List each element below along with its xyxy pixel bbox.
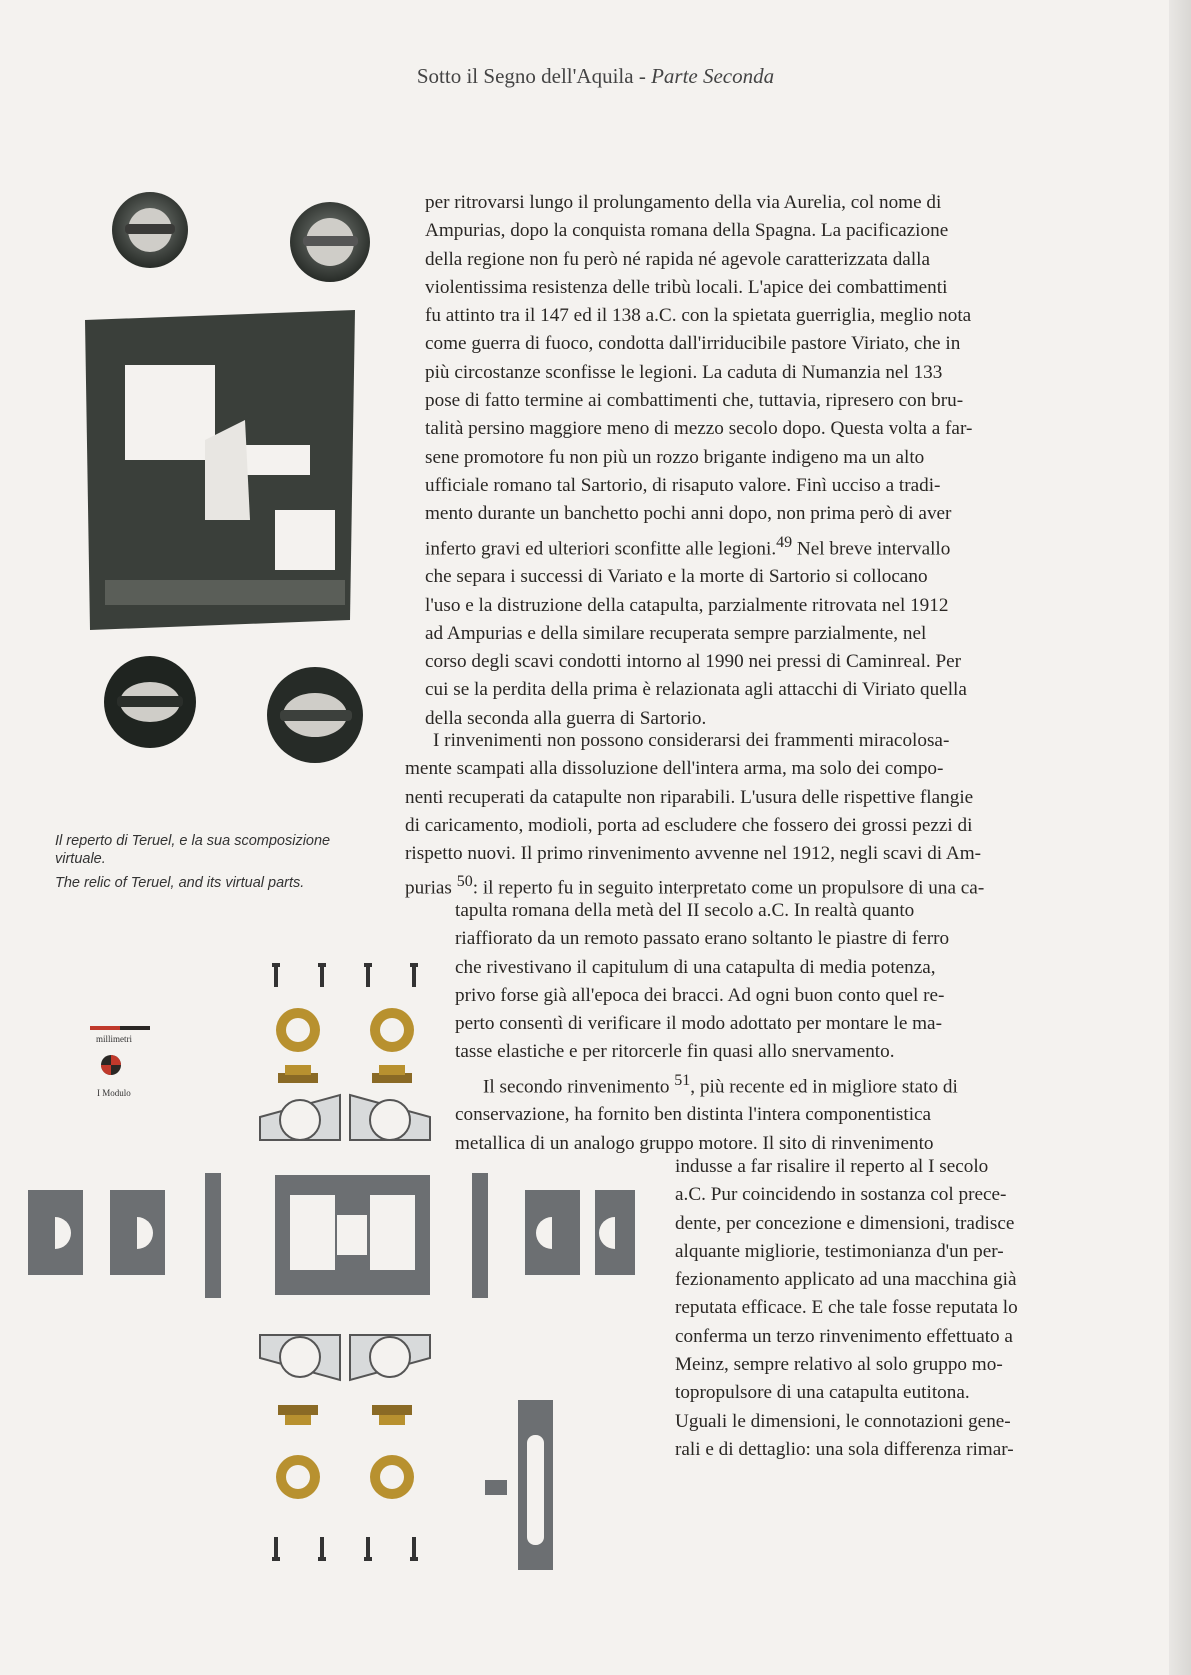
caption-italian: Il reperto di Teruel, e la sua scomposizione virtuale. (55, 833, 331, 868)
detached-plate (485, 1400, 553, 1570)
header-part: Parte Seconda (651, 64, 775, 88)
page-edge-shadow (1169, 0, 1191, 1675)
text-fragment: Nel breve intervallo (796, 537, 951, 559)
header-separator: - (638, 64, 646, 88)
text-line: talità persino maggiore meno di mezzo secolo dopo. Questa volta a far- (425, 418, 973, 440)
bottom-right-modiolus (267, 667, 363, 763)
text-line: topropulsore di una catapulta eutitona. (675, 1382, 970, 1404)
text-line: che rivestivano il capitulum di una catapulta di media potenza, (455, 956, 936, 978)
text-line: della seconda alla guerra di Sartorio. (425, 707, 707, 729)
body-text-block-4 (675, 1153, 1075, 1464)
text-line: per ritrovarsi lungo il prolungamento della via Aurelia, col nome di (425, 192, 942, 213)
footnote-ref-49: 49 (776, 533, 793, 551)
text-line: violentissima resistenza delle tribù locali. L'apice dei combattimenti (425, 276, 948, 298)
bottom-flanges (260, 1335, 430, 1380)
running-header (0, 64, 1191, 89)
bottom-left-modiolus (104, 656, 196, 748)
caption-english: The relic of Teruel, and its virtual parts. (55, 875, 305, 892)
top-flanges (260, 1095, 430, 1140)
text-line: tasse elastiche e per ritorcerle fin quasi allo snervamento. (455, 1041, 895, 1063)
text-line: fu attinto tra il 147 ed il 138 a.C. con la spietata guerriglia, meglio nota (425, 305, 972, 327)
body-text-block-3 (455, 897, 1075, 1158)
text-line: Uguali le dimensioni, le connotazioni gene- (675, 1410, 1011, 1432)
text-fragment: : il reperto fu in seguito interpretato come un propulsore di una ca- (472, 877, 985, 899)
text-line: nenti recuperati da catapulte non riparabili. L'usura delle rispettive flangie (405, 786, 974, 808)
text-line: come guerra di fuoco, condotta dall'irriducibile pastore Viriato, che in (425, 333, 961, 355)
text-line: che separa i successi di Variato e la morte di Sartorio si collocano (425, 566, 928, 588)
text-fragment: , più recente ed in migliore stato di (690, 1076, 958, 1098)
top-right-modiolus (290, 202, 370, 282)
top-bolts (272, 963, 418, 987)
text-line: ufficiale romano tal Sartorio, di risaputo valore. Finì ucciso a tradi- (425, 474, 941, 496)
text-fragment: inferto gravi ed ulteriori sconfitte alle legioni. (425, 537, 777, 559)
text-line (455, 1067, 1075, 1102)
top-left-modiolus (112, 192, 188, 268)
text-line: mente scampati alla dissoluzione dell'intera arma, ma solo dei compo- (405, 758, 944, 780)
text-line: Ampurias, dopo la conquista romana della Spagna. La pacificazione (425, 220, 949, 242)
text-line: fezionamento applicato ad una macchina già (675, 1269, 1017, 1291)
capitulum-frame (85, 310, 355, 630)
text-line: conservazione, ha fornito ben distinta l'intera componentistica (455, 1104, 932, 1126)
text-line: a.C. Pur coincidendo in sostanza col prece- (675, 1184, 1007, 1206)
text-line: l'uso e la distruzione della catapulta, parzialmente ritrovata nel 1912 (425, 594, 949, 616)
text-line: perto consentì di verificare il modo adottato per montare le ma- (455, 1013, 942, 1035)
text-line: mento durante un banchetto pochi anni dopo, non prima però di aver (425, 503, 952, 525)
side-plates-left (28, 1190, 165, 1275)
text-line: pose di fatto termine ai combattimenti che, tuttavia, ripresero con bru- (425, 390, 964, 412)
text-line: tapulta romana della metà del II secolo a.C. In realtà quanto (455, 900, 915, 921)
text-line: I rinvenimenti non possono considerarsi dei frammenti miracolosa- (433, 730, 950, 751)
text-line: metallica di un analogo gruppo motore. Il sito di rinvenimento (455, 1132, 934, 1154)
text-line: ad Ampurias e della similare recuperata sempre parzialmente, nel (425, 622, 927, 644)
text-line: sene promotore fu non più un rozzo brigante indigeno ma un alto (425, 446, 925, 468)
text-line (425, 529, 1075, 564)
bottom-bushings (278, 1405, 412, 1425)
text-line: Meinz, sempre relativo al solo gruppo mo- (675, 1354, 1003, 1376)
text-line: indusse a far risalire il reperto al I secolo (675, 1156, 989, 1177)
center-frame (205, 1173, 488, 1298)
scale-module-label: I Modulo (97, 1088, 131, 1098)
scale-unit-label: millimetri (96, 1034, 132, 1044)
relic-photo (75, 190, 410, 765)
body-text-block-2 (405, 727, 1075, 903)
bottom-bolts (272, 1537, 418, 1561)
bottom-bronze-rings (276, 1455, 414, 1499)
text-line: rispetto nuovi. Il primo rinvenimento avvenne nel 1912, negli scavi di Am- (405, 843, 982, 865)
top-bronze-rings (276, 1008, 414, 1052)
footnote-ref-50: 50 (456, 873, 473, 891)
text-line: più circostanze sconfisse le legioni. La caduta di Numanzia nel 133 (425, 361, 943, 383)
text-line: di caricamento, modioli, porta ad escludere che fossero dei grossi pezzi di (405, 814, 973, 836)
body-text-block-1 (425, 189, 1075, 733)
text-line: reputata efficace. E che tale fosse reputata lo (675, 1297, 1018, 1319)
top-bushings (278, 1065, 412, 1083)
text-line: alquante migliorie, testimonianza d'un per- (675, 1240, 1004, 1262)
text-line: rali e di dettaglio: una sola differenza rimar- (675, 1438, 1014, 1460)
text-line: cui se la perdita della prima è relazionata agli attacchi di Viriato quella (425, 679, 967, 701)
header-title: Sotto il Segno dell'Aquila (416, 64, 634, 88)
text-line: riaffiorato da un remoto passato erano soltanto le piastre di ferro (455, 928, 950, 950)
text-fragment: Il secondo rinvenimento (483, 1076, 670, 1098)
footnote-ref-51: 51 (674, 1071, 691, 1089)
figure-caption (55, 832, 355, 898)
text-line: conferma un terzo rinvenimento effettuato a (675, 1325, 1013, 1347)
text-fragment: purias (405, 877, 452, 899)
text-line: corso degli scavi condotti intorno al 1990 nei pressi di Caminreal. Per (425, 651, 962, 673)
text-line: dente, per concezione e dimensioni, tradisce (675, 1212, 1015, 1234)
side-plates-right (525, 1190, 635, 1275)
text-line: privo forse già all'epoca dei bracci. Ad ogni buon conto quel re- (455, 984, 945, 1006)
text-line: della regione non fu però né rapida né agevole caratterizzata dalla (425, 248, 930, 270)
